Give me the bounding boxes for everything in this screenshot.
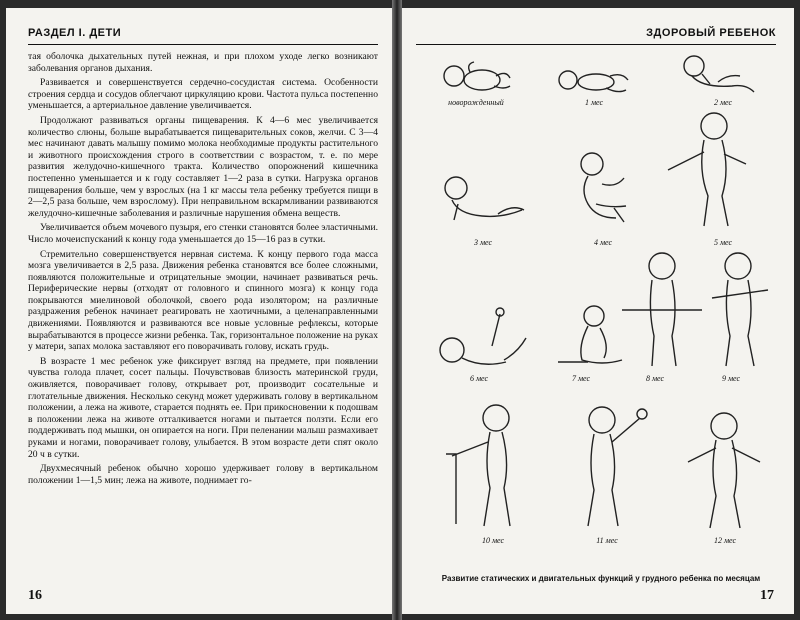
baby-2-months-illustration bbox=[674, 52, 764, 96]
book-gutter bbox=[392, 0, 402, 620]
baby-6-months-illustration bbox=[432, 306, 532, 376]
left-running-head: РАЗДЕЛ I. ДЕТИ bbox=[28, 22, 378, 45]
label-12-months: 12 мес bbox=[713, 536, 737, 545]
label-9-months: 9 мес bbox=[721, 374, 741, 383]
label-7-months: 7 мес bbox=[571, 374, 591, 383]
paragraph: Продолжают развиваться органы пищеварения. К 4—6 мес увеличивается количество слюны, больше вырабатывается пищеварительных соков, желчи. С 3—4 мес начинают давать малышу помимо молока необходимые продукты растительного и животного происхождения строго в соответствии с возрастом, т. е. по мере развития желудочно-кишечного тракта. Количество опорожнений кишечника постепенно уменьшается и к году составляет 1—2 раза в сутки. Нагрузка органов пищеварения больше, чем у взрослых (на 1 кг массы тела ребенку требуется пищи в 2—2,5 раза больше, чем взрослому). При неправильном вскармливании развиваются желудочно-кишечные заболевания и различные нарушения обмена веществ. bbox=[28, 114, 378, 219]
baby-11-months-illustration bbox=[562, 402, 652, 532]
left-page bbox=[6, 8, 392, 614]
baby-9-months-illustration bbox=[698, 248, 774, 372]
label-6-months: 6 мес bbox=[469, 374, 489, 383]
baby-8-months-illustration bbox=[622, 248, 702, 372]
paragraph: Двухмесячный ребенок обычно хорошо удерживает голову в вертикальном положении 1—1,5 мин; лежа на животе, поднимает го- bbox=[28, 463, 378, 486]
figure-caption: Развитие статических и двигательных функций у грудного ребенка по месяцам bbox=[441, 574, 761, 583]
label-11-months: 11 мес bbox=[596, 536, 618, 545]
label-8-months: 8 мес bbox=[645, 374, 665, 383]
paragraph: В возрасте 1 мес ребенок уже фиксирует взгляд на предмете, при появлении чувства голода плачет, сосет пальцы. Почувствовав близость материнской груди, оживляется, поворачивает голову, открывает рот, производит сосательные и глотательные движения. Несколько секунд может удерживать голову в вертикальном положении, а лежа на животе, старается поднять ее. При прикосновении к подошвам в положении лежа на животе отталкивается ногами и пытается ползти. Если его поддерживать под мышки, он опирается на ноги. При пеленании малыш размахивает руками и ногами, поворачивает голову, улыбается. В этом возрасте дети спят около 20 ч в сутки. bbox=[28, 355, 378, 460]
right-page bbox=[402, 8, 794, 614]
paragraph: тая оболочка дыхательных путей нежная, и при плохом уходе легко возникают заболевания органов дыхания. bbox=[28, 51, 378, 74]
paragraph: Стремительно совершенствуется нервная система. К концу первого года масса мозга увеличивается в 2,5 раза. Движения ребенка становятся все более сложными, появляются положительные и отрицательные эмоции, начинает развиваться речь. Периферические нервы (отходят от головного и спинного мозга) к концу года покрываются миелиновой оболочкой, своего рода изолятором; на различные раздражения ребенок начинает реагировать не хаотичными, а целенаправленными движениями. Появляются и развиваются все новые условные рефлексы, которые вырабатываются в процессе жизни ребенка. Так, горизонтальное положение на руках у матери, запах молока заставляют его поворачивать голову, искать грудь. bbox=[28, 248, 378, 353]
label-2-months: 2 мес bbox=[713, 98, 733, 107]
paragraph: Увеличивается объем мочевого пузыря, его стенки становятся более эластичными. Число мочеиспусканий к концу года уменьшается до 15—16 раз в сутки. bbox=[28, 222, 378, 245]
label-4-months: 4 мес bbox=[593, 238, 613, 247]
baby-1-month-illustration bbox=[554, 60, 634, 96]
label-newborn: новорожденный bbox=[448, 98, 504, 107]
baby-12-months-illustration bbox=[680, 408, 770, 532]
right-page-number: 17 bbox=[760, 588, 774, 603]
label-10-months: 10 мес bbox=[481, 536, 505, 545]
label-1-month: 1 мес bbox=[584, 98, 604, 107]
baby-10-months-illustration bbox=[440, 402, 540, 532]
left-page-number: 16 bbox=[28, 588, 42, 603]
label-5-months: 5 мес bbox=[713, 238, 733, 247]
baby-5-months-illustration bbox=[664, 108, 764, 234]
label-3-months: 3 мес bbox=[473, 238, 493, 247]
infant-development-figure bbox=[416, 52, 776, 583]
baby-newborn-illustration bbox=[436, 58, 516, 98]
left-body-text bbox=[28, 51, 378, 486]
baby-3-months-illustration bbox=[438, 170, 528, 226]
paragraph: Развивается и совершенствуется сердечно-сосудистая система. Особенности строения сердца и сосудов облегчают циркуляцию крови. Частота пульса постепенно уменьшается, а артериальное давление увеличивается. bbox=[28, 77, 378, 112]
right-running-head: ЗДОРОВЫЙ РЕБЕНОК bbox=[416, 22, 776, 45]
baby-4-months-illustration bbox=[562, 148, 642, 228]
